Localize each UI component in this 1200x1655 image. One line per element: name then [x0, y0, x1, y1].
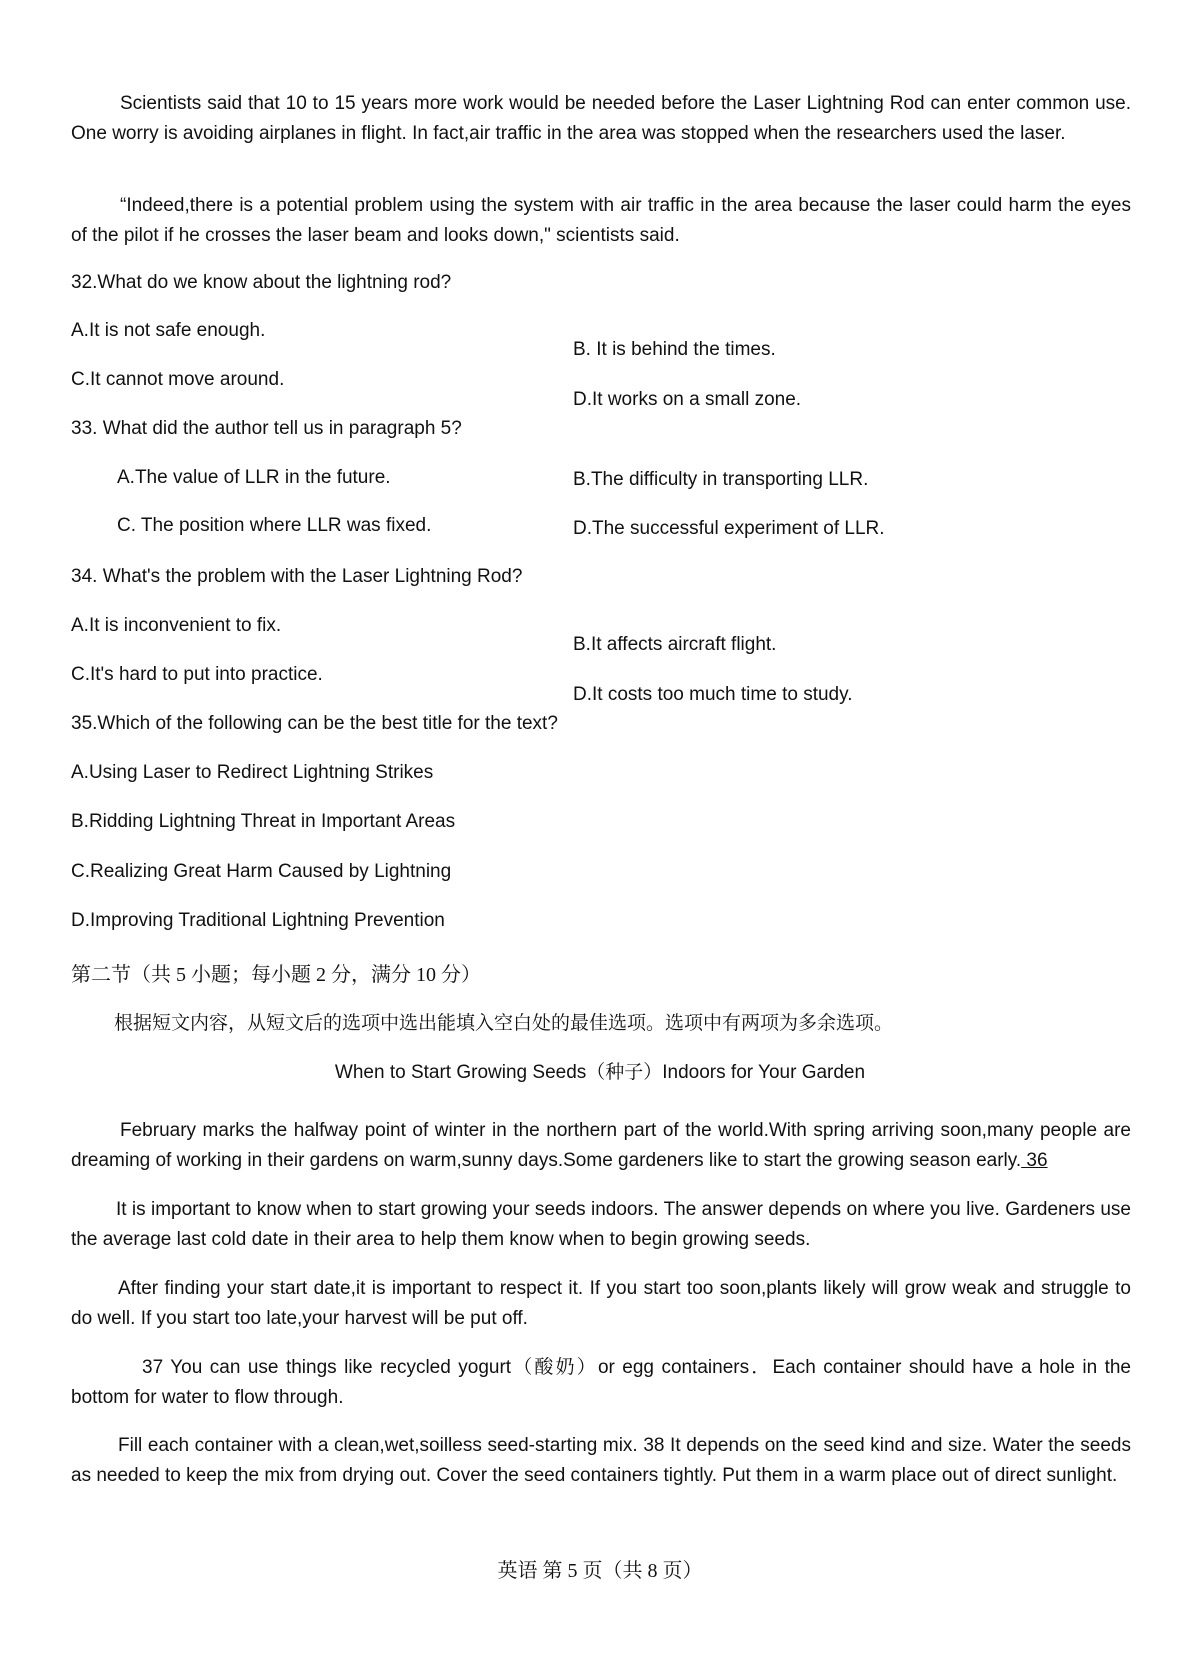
question-35-option-c: C.Realizing Great Harm Caused by Lightning: [71, 861, 452, 882]
passage-paragraph-2: “Indeed,there is a potential problem using the system with air traffic in the area because the laser could harm the eyes of the pilot if he crosses the laser beam and looks down," scientists said.: [71, 195, 1131, 246]
question-33-option-a: A.The value of LLR in the future.: [117, 467, 391, 488]
question-33-option-d: D.The successful experiment of LLR.: [573, 518, 885, 539]
page-footer: 英语 第 5 页（共 8 页）: [497, 1560, 703, 1582]
question-32-option-d: D.It works on a small zone.: [573, 389, 802, 410]
question-32-stem: 32.What do we know about the lightning rod?: [71, 272, 452, 293]
question-34-option-c: C.It's hard to put into practice.: [71, 664, 323, 685]
section-2-instruction: 根据短文内容，从短文后的选项中选出能填入空白处的最佳选项。选项中有两项为多余选项。: [114, 1013, 894, 1034]
question-32-option-c: C.It cannot move around.: [71, 369, 285, 390]
question-33-stem: 33. What did the author tell us in paragraph 5?: [71, 418, 462, 439]
section-2-paragraph-3: After finding your start date,it is important to respect it. If you start too soon,plants likely will grow weak and struggle to do well. If you start too late,your harvest will be put off.: [71, 1278, 1131, 1329]
question-32-option-b: B. It is behind the times.: [573, 339, 776, 360]
question-34-option-a: A.It is inconvenient to fix.: [71, 615, 282, 636]
passage-title: When to Start Growing Seeds（种子）Indoors for Your Garden: [334, 1062, 866, 1083]
question-34-option-d: D.It costs too much time to study.: [573, 684, 853, 705]
section-2-paragraph-1: [71, 1116, 1131, 1175]
question-32-option-a: A.It is not safe enough.: [71, 320, 266, 341]
question-35-option-d: D.Improving Traditional Lightning Prevention: [71, 910, 445, 931]
question-33-option-b: B.The difficulty in transporting LLR.: [573, 469, 869, 490]
question-35-option-b: B.Ridding Lightning Threat in Important Areas: [71, 811, 456, 832]
question-34-stem: 34. What's the problem with the Laser Lightning Rod?: [71, 566, 523, 587]
question-33-option-c: C. The position where LLR was fixed.: [117, 515, 432, 536]
section-2-paragraph-4: 37 You can use things like recycled yogurt（酸奶）or egg containers．Each container should have a hole in the bottom for water to flow through.: [71, 1357, 1131, 1408]
passage-paragraph-1: Scientists said that 10 to 15 years more work would be needed before the Laser Lightning Rod can enter common use. One worry is avoiding airplanes in flight. In fact,air traffic in the area was stopped when the researchers used the laser.: [71, 93, 1131, 144]
section-2-paragraph-5: Fill each container with a clean,wet,soilless seed-starting mix. 38 It depends on the seed kind and size. Water the seeds as needed to keep the mix from drying out. Cover the seed containers tightly. Put them in a warm place out of direct sunlight.: [71, 1435, 1131, 1486]
blank-36: 36: [1021, 1149, 1048, 1171]
question-34-option-b: B.It affects aircraft flight.: [573, 634, 777, 655]
question-35-option-a: A.Using Laser to Redirect Lightning Strikes: [71, 762, 434, 783]
question-35-stem: 35.Which of the following can be the best title for the text?: [71, 713, 558, 734]
section-2-heading: 第二节（共 5 小题；每小题 2 分，满分 10 分）: [71, 964, 481, 986]
section-2-paragraph-2: It is important to know when to start growing your seeds indoors. The answer depends on where you live. Gardeners use the average last cold date in their area to help them know when to begin growing seeds.: [71, 1199, 1131, 1250]
section-2-paragraph-1-text: February marks the halfway point of winter in the northern part of the world.With spring arriving soon,many people are dreaming of working in their gardens on warm,sunny days.Some gardeners like to start the growing season early.: [71, 1120, 1131, 1171]
